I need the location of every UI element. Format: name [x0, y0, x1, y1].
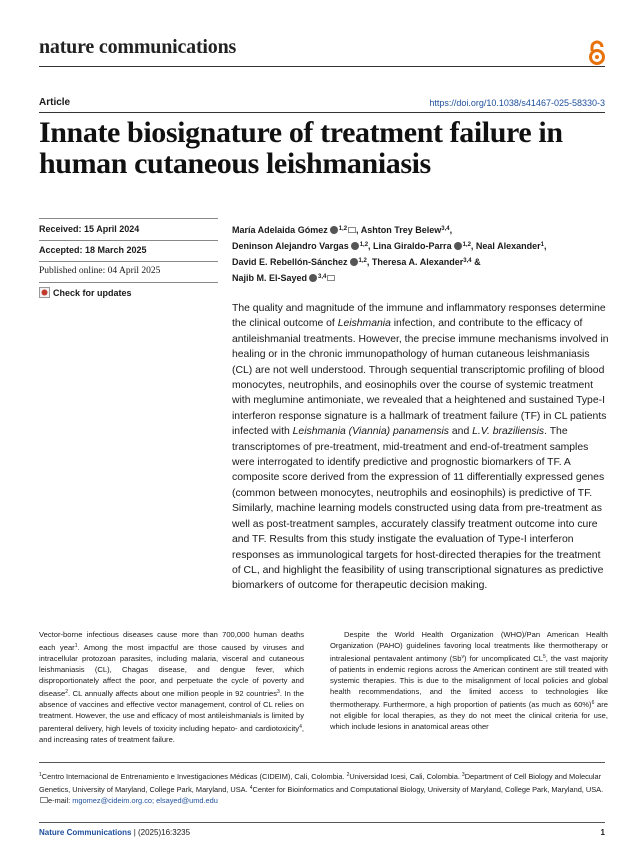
published-date: Published online: 04 April 2025: [39, 266, 161, 276]
header-divider: [39, 66, 605, 67]
citation-ref[interactable]: 3: [277, 688, 280, 695]
check-updates-button[interactable]: [39, 287, 132, 298]
affiliations-divider: [39, 762, 605, 763]
email-icon[interactable]: [348, 227, 356, 233]
open-access-icon: [587, 40, 607, 66]
meta-divider: [39, 261, 218, 262]
footer-journal-name[interactable]: Nature Communications: [39, 828, 132, 837]
body-column-right: Despite the World Health Organization (WHO)/Pan American Health Organization (PAHO) guidelines favoring local treatments like thermotherapy or intralesional pentavalent antimony (Sb$^v$) for uncomplicated $CL^5$, the vast majority of patients in endemic regions across the American continent are still treated with systemic therapies. This is due to the misalignment of local policies and global health recommendations, and the limited access to technologies like thermotherapy. Furthermore, a high proportion of patients (as much as 60%)$^6$ are not eligible for local therapies, as they do not meet the clinical criteria for use, which include lesions in anatomical areas other: [330, 630, 608, 731]
author-name[interactable]: , Lina Giraldo-Parra: [368, 241, 452, 251]
affiliations: $^1$Centro Internacional de Entrenamiento e Investigaciones Médicas (CIDEIM), Cali, Colombia. $^2$Universidad Icesi, Cali, Colombia. $^3$Department of Cell Biology and Molecular Genetics, University of Maryland, College Park, Maryland, USA. $^4$Center for Bioinformatics and Computational Biology, University of Maryland, College Park, Maryland, USA. e-mail: mgomez@cideim.org.co; elsayed@umd.edu: [39, 772, 604, 805]
abstract: The quality and magnitude of the immune and inflammatory responses determine the clinical outcome of Leishmania infection, and contribute to the efficacy of antileishmanial treatments. However, the precise immune mechanisms involved in healing or in the chronic immunopathology of human cutaneous leishmaniasis (CL) are not well understood. Through sequential transcriptomic profiling of blood monocytes, neutrophils, and eosinophils over the course of systemic treatment with meglumine antimoniate, we revealed that a heightened and sustained Type-I interferon response signature is a hallmark of treatment failure (TF) in CL patients infected with Leishmania (Viannia) panamensis and L.V. braziliensis. The transcriptomes of pre-treatment, mid-treatment and end-of-treatment samples were interrogated to identify predictive and prognostic biomarkers of TF. A composite score derived from the expression of 11 differentially expressed genes (common between monocytes, neutrophils and eosinophils) is predictive of TF. Similarly, machine learning models constructed using data from pre-treatment as well as post-treatment samples, accurately classify treatment outcome into cure and TF. Results from this study instigate the evaluation of Type-I interferon responses as immunological targets for host-directed therapies for the treatment of CL, and highlight the feasibility of using transcriptional signatures as predictive biomarkers of outcome for therapeutic decision making.: [232, 303, 609, 592]
citation-ref[interactable]: 5: [543, 653, 546, 660]
author-name[interactable]: Najib M. El-Sayed: [232, 273, 308, 283]
author-name[interactable]: Deninson Alejandro Vargas: [232, 241, 349, 251]
email-icon[interactable]: [327, 275, 335, 281]
article-type: Article: [39, 97, 71, 108]
orcid-icon[interactable]: [309, 274, 317, 282]
title-line-2: human cutaneous leishmaniasis: [39, 147, 431, 180]
journal-name[interactable]: nature communications: [39, 36, 237, 58]
orcid-icon[interactable]: [351, 242, 359, 250]
author-name[interactable]: , Theresa A. Alexander: [366, 257, 464, 267]
footer-divider: [39, 822, 605, 823]
citation-ref[interactable]: 2: [65, 688, 68, 695]
orcid-icon[interactable]: [454, 242, 462, 250]
check-updates-icon: [39, 287, 50, 298]
received-date: Received: 15 April 2024: [39, 224, 140, 234]
citation-ref[interactable]: 1: [74, 642, 78, 649]
check-updates-label: Check for updates: [53, 287, 132, 298]
doi-link[interactable]: https://doi.org/10.1038/s41467-025-58330-3: [429, 98, 605, 108]
orcid-icon[interactable]: [350, 258, 358, 266]
citation-ref[interactable]: 4: [299, 723, 302, 730]
article-title: [39, 117, 619, 179]
author-name[interactable]: David E. Rebellón-Sánchez: [232, 257, 348, 267]
orcid-icon[interactable]: [330, 226, 338, 234]
author-name[interactable]: María Adelaida Gómez: [232, 225, 328, 235]
author-name[interactable]: , Neal Alexander: [470, 241, 541, 251]
author-list: María Adelaida Gómez $^{1,2}$ , Ashton Trey Belew$^{3,4}$, Deninson Alejandro Vargas $^{1,2}$, Lina Giraldo-Parra $^{1,2}$, Neal Alexander$^1$, David E. Rebellón-Sánchez $^{1,2}$, Theresa A. Alexander$^{3,4}$ & Najib M. El-Sayed $^{3,4}$: [232, 225, 547, 283]
title-line-1: Innate biosignature of treatment failure in: [39, 116, 563, 149]
page-number: 1: [600, 828, 605, 837]
email-icon: [40, 797, 48, 803]
accepted-date: Accepted: 18 March 2025: [39, 245, 147, 255]
corresponding-emails[interactable]: mgomez@cideim.org.co; elsayed@umd.edu: [72, 796, 218, 805]
article-divider: [39, 112, 605, 113]
body-column-left: Vector-borne infectious diseases cause more than 700,000 human deaths each year$^1$. Among the most impactful are those caused by viruses and intracellular protozoan parasites, including malaria, visceral and cutaneous leishmaniasis (CL), Chagas disease, and dengue fever, which disproportionately affect the poor, and perpetuate the cycle of poverty and disease$^2$. CL annually affects about one million people in 92 countries$^3$. In the absence of vaccines and effective vector management, control of CL relies on treatment. However, the use and efficacy of most antileishmanials is limited by parenteral delivery, high levels of toxicity including hepato- and cardiotoxicity$^4$, and increasing rates of treatment failure.: [39, 630, 304, 744]
author-name[interactable]: , Ashton Trey Belew: [356, 225, 442, 235]
meta-divider: [39, 218, 218, 219]
meta-divider: [39, 282, 218, 283]
footer-citation: Nature Communications | (2025)16:3235: [39, 828, 191, 837]
citation-ref[interactable]: 6: [591, 699, 595, 706]
meta-divider: [39, 240, 218, 241]
